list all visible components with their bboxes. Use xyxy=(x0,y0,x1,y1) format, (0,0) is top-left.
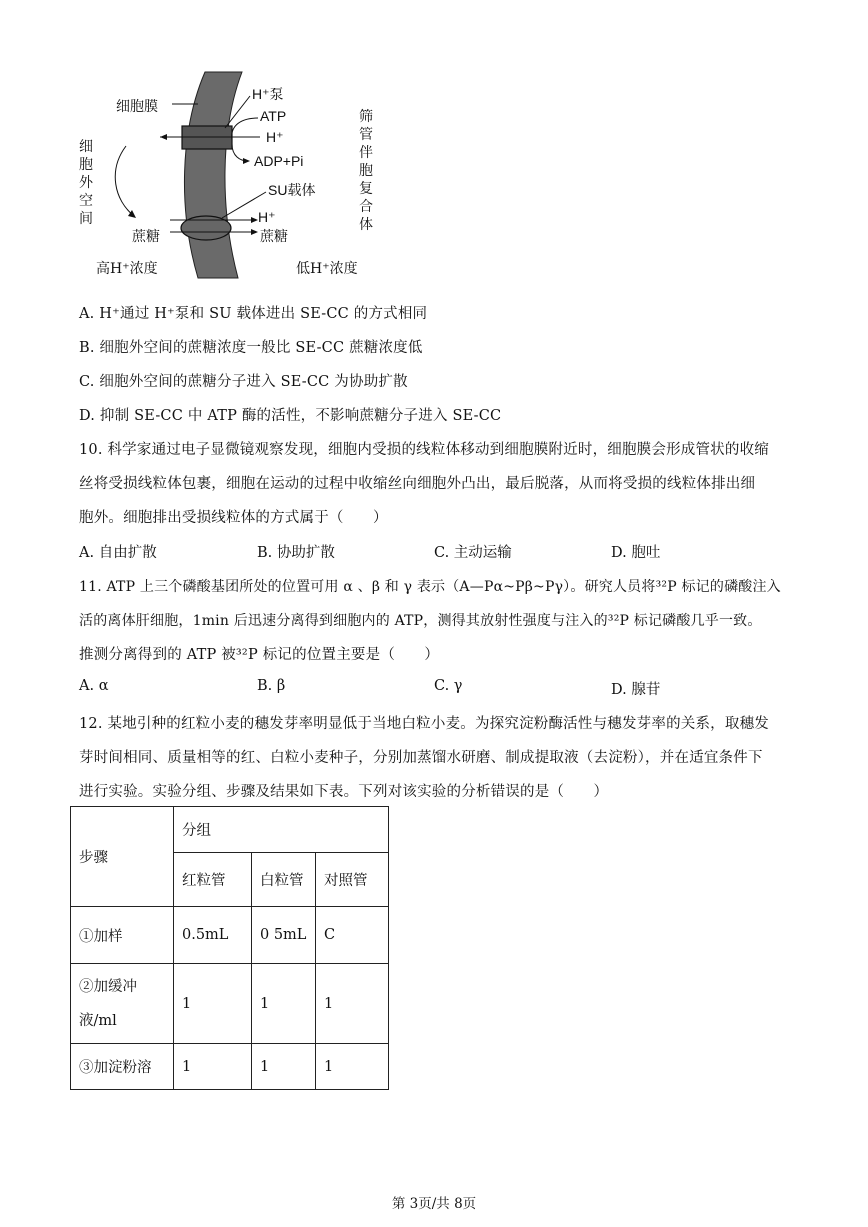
table-row xyxy=(71,907,389,964)
q11-line-3: 推测分离得到的 ATP 被³²P 标记的位置主要是（ ） xyxy=(79,647,440,663)
label-high-h: 高H⁺浓度 xyxy=(96,261,158,277)
cell-membrane-band xyxy=(184,72,242,278)
q10-line-1: 10. 科学家通过电子显微镜观察发现，细胞内受损的线粒体移动到细胞膜附近时，细胞膜会形成管状的收缩 xyxy=(79,442,769,458)
label-extracellular-space: 细胞外空间 xyxy=(79,139,93,227)
q10-option-c: C. 主动运输 xyxy=(434,545,512,561)
page-footer: 第 3页/共 8页 xyxy=(391,1196,477,1212)
q11-option-a: A. α xyxy=(79,678,109,694)
membrane-diagram xyxy=(70,60,390,290)
q11-line-1: 11. ATP 上三个磷酸基团所处的位置可用 α 、β 和 γ 表示（A—Pα~Pβ~Pγ）。研究人员将³²P 标记的磷酸注入 xyxy=(79,579,781,595)
q9-option-b: B. 细胞外空间的蔗糖浓度一般比 SE-CC 蔗糖浓度低 xyxy=(79,340,423,356)
table-cell-control: 1 xyxy=(316,1044,389,1090)
q9-option-d: D. 抑制 SE-CC 中 ATP 酶的活性，不影响蔗糖分子进入 SE-CC xyxy=(79,408,502,424)
label-sucrose-right: 蔗糖 xyxy=(260,229,288,245)
table-cell-red: 1 xyxy=(174,1044,252,1090)
q12-line-1: 12. 某地引种的红粒小麦的穗发芽率明显低于当地白粒小麦。为探究淀粉酶活性与穗发芽率的关系，取穗发 xyxy=(79,716,769,732)
table-cell-white: 1 xyxy=(252,964,316,1044)
table-header-step: 步骤 xyxy=(71,807,174,907)
q10-option-a: A. 自由扩散 xyxy=(79,545,157,561)
q11-option-c: C. γ xyxy=(434,678,463,694)
table-col-white: 白粒管 xyxy=(252,853,316,907)
q11-line-2: 活的离体肝细胞，1min 后迅速分离得到细胞内的 ATP，测得其放射性强度与注入的³²P 标记磷酸几乎一致。 xyxy=(79,613,762,629)
table-header-group: 分组 xyxy=(174,807,389,853)
label-sucrose-left: 蔗糖 xyxy=(132,229,160,245)
table-row xyxy=(71,1044,389,1090)
label-h-pump: H⁺泵 xyxy=(252,86,284,102)
table-cell-control: 1 xyxy=(316,964,389,1044)
table-cell-red: 1 xyxy=(174,964,252,1044)
table-row xyxy=(71,964,389,1044)
q12-line-3: 进行实验。实验分组、步骤及结果如下表。下列对该实验的分析错误的是（ ） xyxy=(79,784,609,800)
table-cell-step: ②加缓冲液/ml xyxy=(71,964,174,1044)
q9-option-a: A. H⁺通过 H⁺泵和 SU 载体进出 SE-CC 的方式相同 xyxy=(79,306,428,322)
label-low-h: 低H⁺浓度 xyxy=(296,261,358,277)
q11-option-d: D. 腺苷 xyxy=(611,682,661,698)
q12-line-2: 芽时间相同、质量相等的红、白粒小麦种子，分别加蒸馏水研磨、制成提取液（去淀粉），并在适宜条件下 xyxy=(79,750,763,766)
label-h-in: H⁺ xyxy=(258,209,276,225)
table-cell-red: 0.5mL xyxy=(174,907,252,964)
q11-option-b: B. β xyxy=(257,678,286,694)
membrane-diagram-graphic xyxy=(70,60,390,290)
table-cell-white: 1 xyxy=(252,1044,316,1090)
label-adp-pi: ADP+Pi xyxy=(254,153,304,169)
label-membrane: 细胞膜 xyxy=(116,99,158,115)
q10-line-2: 丝将受损线粒体包裹，细胞在运动的过程中收缩丝向细胞外凸出，最后脱落，从而将受损的线粒体排出细 xyxy=(79,476,756,492)
table-cell-step: ③加淀粉溶 xyxy=(71,1044,174,1090)
label-h-out: H⁺ xyxy=(266,129,284,145)
experiment-table xyxy=(70,806,389,1090)
table-cell-step: ①加样 xyxy=(71,907,174,964)
label-atp: ATP xyxy=(260,108,287,124)
label-se-cc: 筛管伴胞复合体 xyxy=(359,109,373,233)
table-cell-white: 0 5mL xyxy=(252,907,316,964)
table-cell-control: C xyxy=(316,907,389,964)
q9-option-c: C. 细胞外空间的蔗糖分子进入 SE-CC 为协助扩散 xyxy=(79,374,408,390)
table-col-control: 对照管 xyxy=(316,853,389,907)
table-col-red: 红粒管 xyxy=(174,853,252,907)
label-su-carrier: SU载体 xyxy=(268,182,316,198)
q10-option-d: D. 胞吐 xyxy=(611,545,661,561)
q10-option-b: B. 协助扩散 xyxy=(257,545,335,561)
q10-line-3: 胞外。细胞排出受损线粒体的方式属于（ ） xyxy=(79,510,388,526)
